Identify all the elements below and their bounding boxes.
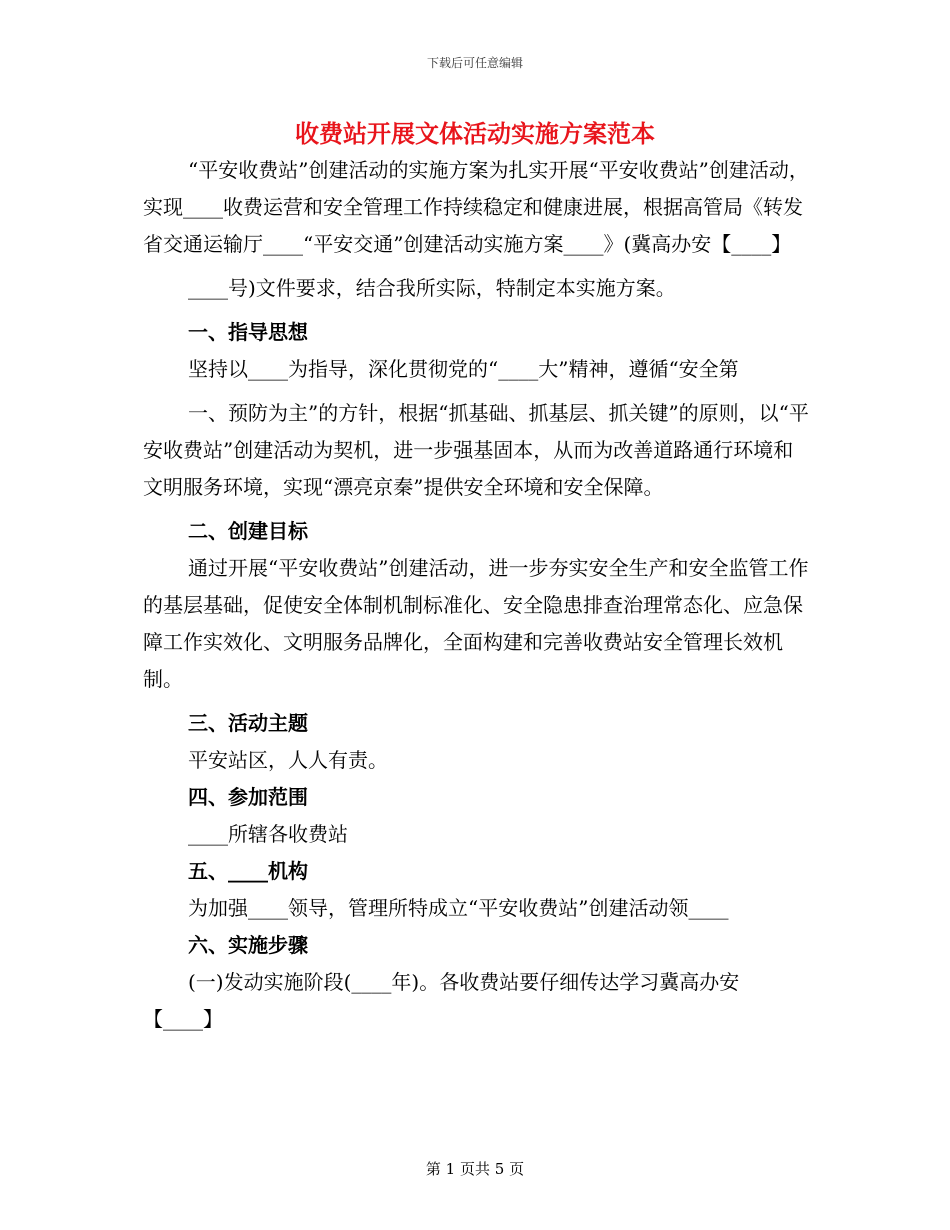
section-heading-goals: 二、创建目标 (188, 519, 308, 543)
section-heading-theme: 三、活动主题 (188, 711, 308, 735)
section-heading-steps: 六、实施步骤 (188, 933, 308, 957)
intro-paragraph-continued: ____号)文件要求，结合我所实际，特制定本实施方案。 (188, 276, 676, 300)
page-number-footer: 第 1 页共 5 页 (425, 1160, 525, 1178)
goals-paragraph: 通过开展“平安收费站”创建活动，进一步夯实安全生产和安全监管工作的基层基础，促使安全体制机制标准化、安全隐患排查治理常态化、应急保障工作实效化、文明服务品牌化，全面构建和完善收费站安全管理长效机制。 (143, 556, 809, 691)
organization-paragraph: 为加强____领导，管理所特成立“平安收费站”创建活动领____ (188, 896, 729, 920)
section-heading-organization: 五、____机构 (188, 859, 308, 883)
theme-paragraph: 平安站区，人人有责。 (188, 748, 388, 772)
guiding-ideology-paragraph: 坚持以____为指导，深化贯彻党的“____大”精神，遵循“安全第 (188, 357, 739, 381)
document-body (143, 152, 809, 1038)
guiding-ideology-paragraph-continued: 一、预防为主”的方针，根据“抓基础、抓基层、抓关键”的原则，以“平安收费站”创建活动为契机，进一步强基固本，从而为改善道路通行环境和文明服务环境，实现“漂亮京秦”提供安全环境和安全保障。 (143, 401, 809, 499)
scope-paragraph: ____所辖各收费站 (188, 822, 348, 846)
section-heading-scope: 四、参加范围 (188, 785, 308, 809)
steps-paragraph: (一)发动实施阶段(____年)。各收费站要仔细传达学习冀高办安【____】 (143, 970, 740, 1031)
section-heading-guiding-ideology: 一、指导思想 (188, 320, 308, 344)
document-title: 收费站开展文体活动实施方案范本 (295, 119, 655, 148)
page-header-note: 下载后可任意编辑 (426, 56, 523, 70)
intro-paragraph: “平安收费站”创建活动的实施方案为扎实开展“平安收费站”创建活动，实现____收费运营和安全管理工作持续稳定和健康进展，根据高管局《转发省交通运输厅____“平安交通”创建活动实施方案____》(冀高办安【____】 (143, 158, 809, 256)
